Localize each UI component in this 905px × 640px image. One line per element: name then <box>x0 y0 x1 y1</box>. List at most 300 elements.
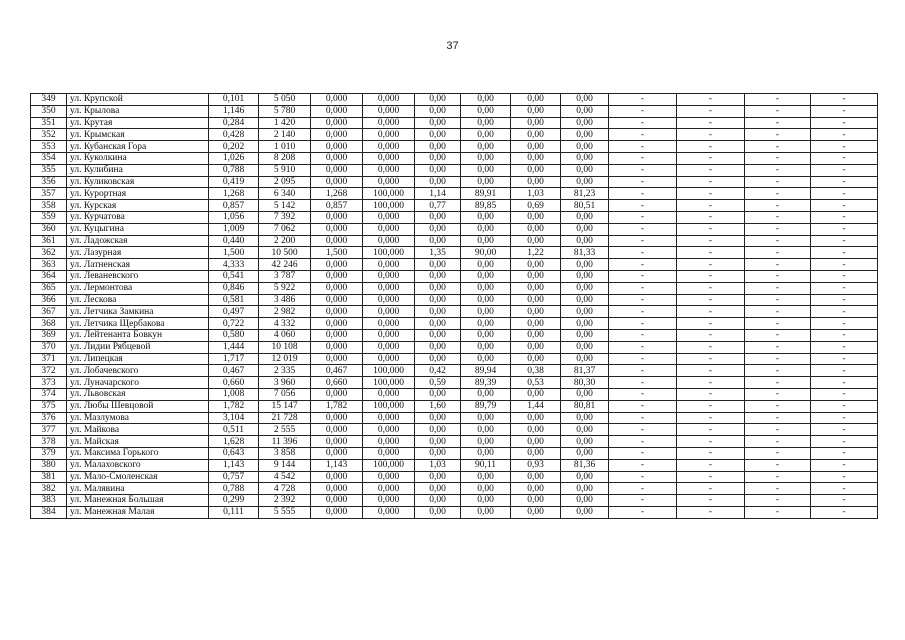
dash-cell: - <box>745 129 811 141</box>
value-cell: 0,00 <box>511 129 561 141</box>
dash-cell: - <box>811 447 878 459</box>
percent-cell: 0,000 <box>363 447 415 459</box>
length-cell: 4,333 <box>209 259 259 271</box>
percent-cell: 100,000 <box>363 200 415 212</box>
value-cell: 0,000 <box>311 471 363 483</box>
dash-cell: - <box>745 329 811 341</box>
value-cell: 0,00 <box>511 329 561 341</box>
dash-cell: - <box>677 105 745 117</box>
percent-cell: 100,000 <box>363 247 415 259</box>
dash-cell: - <box>677 117 745 129</box>
area-cell: 5 922 <box>259 282 311 294</box>
street-name-cell: ул. Леваневского <box>67 270 209 282</box>
value-cell: 0,00 <box>511 94 561 106</box>
street-name-cell: ул. Кулибина <box>67 164 209 176</box>
value-cell: 0,00 <box>415 270 461 282</box>
dash-cell: - <box>677 223 745 235</box>
dash-cell: - <box>745 495 811 507</box>
area-cell: 4 728 <box>259 483 311 495</box>
dash-cell: - <box>745 318 811 330</box>
value-cell: 0,00 <box>511 424 561 436</box>
percent-cell: 0,000 <box>363 176 415 188</box>
percent-cell: 0,00 <box>461 436 511 448</box>
percent-cell: 0,00 <box>461 341 511 353</box>
percent-cell: 0,00 <box>461 235 511 247</box>
value-cell: 0,38 <box>511 365 561 377</box>
street-name-cell: ул. Лазурная <box>67 247 209 259</box>
row-number-cell: 377 <box>31 424 67 436</box>
length-cell: 0,788 <box>209 164 259 176</box>
table-row <box>31 318 878 330</box>
dash-cell: - <box>745 306 811 318</box>
percent-cell: 0,00 <box>461 94 511 106</box>
percent-cell: 0,000 <box>363 259 415 271</box>
length-cell: 0,660 <box>209 377 259 389</box>
value-cell: 0,000 <box>311 495 363 507</box>
percent-cell: 0,00 <box>561 141 609 153</box>
area-cell: 5 555 <box>259 506 311 518</box>
percent-cell: 0,000 <box>363 129 415 141</box>
value-cell: 0,00 <box>511 259 561 271</box>
row-number-cell: 375 <box>31 400 67 412</box>
value-cell: 0,00 <box>511 483 561 495</box>
table-row <box>31 306 878 318</box>
dash-cell: - <box>677 424 745 436</box>
dash-cell: - <box>745 259 811 271</box>
percent-cell: 0,000 <box>363 294 415 306</box>
dash-cell: - <box>677 318 745 330</box>
dash-cell: - <box>745 483 811 495</box>
table-row <box>31 341 878 353</box>
area-cell: 7 392 <box>259 211 311 223</box>
area-cell: 3 486 <box>259 294 311 306</box>
dash-cell: - <box>677 152 745 164</box>
table-row <box>31 436 878 448</box>
street-name-cell: ул. Малаховского <box>67 459 209 471</box>
row-number-cell: 359 <box>31 211 67 223</box>
percent-cell: 0,00 <box>561 471 609 483</box>
value-cell: 0,00 <box>415 235 461 247</box>
dash-cell: - <box>811 483 878 495</box>
percent-cell: 0,00 <box>561 506 609 518</box>
percent-cell: 0,000 <box>363 495 415 507</box>
dash-cell: - <box>609 294 677 306</box>
length-cell: 1,146 <box>209 105 259 117</box>
dash-cell: - <box>745 436 811 448</box>
row-number-cell: 362 <box>31 247 67 259</box>
percent-cell: 100,000 <box>363 188 415 200</box>
row-number-cell: 383 <box>31 495 67 507</box>
dash-cell: - <box>745 412 811 424</box>
value-cell: 0,000 <box>311 282 363 294</box>
percent-cell: 0,000 <box>363 152 415 164</box>
dash-cell: - <box>609 164 677 176</box>
value-cell: 0,00 <box>415 176 461 188</box>
street-name-cell: ул. Любы Шевцовой <box>67 400 209 412</box>
percent-cell: 0,000 <box>363 235 415 247</box>
dash-cell: - <box>811 223 878 235</box>
table-row <box>31 117 878 129</box>
dash-cell: - <box>745 365 811 377</box>
length-cell: 0,541 <box>209 270 259 282</box>
value-cell: 1,500 <box>311 247 363 259</box>
table-row <box>31 447 878 459</box>
area-cell: 3 787 <box>259 270 311 282</box>
length-cell: 0,428 <box>209 129 259 141</box>
dash-cell: - <box>677 471 745 483</box>
percent-cell: 0,00 <box>461 152 511 164</box>
percent-cell: 0,00 <box>461 353 511 365</box>
dash-cell: - <box>745 200 811 212</box>
percent-cell: 80,51 <box>561 200 609 212</box>
value-cell: 0,00 <box>511 105 561 117</box>
percent-cell: 0,000 <box>363 164 415 176</box>
row-number-cell: 350 <box>31 105 67 117</box>
value-cell: 0,000 <box>311 436 363 448</box>
percent-cell: 0,00 <box>561 282 609 294</box>
percent-cell: 0,00 <box>561 436 609 448</box>
percent-cell: 0,00 <box>461 129 511 141</box>
table-row <box>31 400 878 412</box>
dash-cell: - <box>677 129 745 141</box>
area-cell: 2 982 <box>259 306 311 318</box>
percent-cell: 0,00 <box>561 388 609 400</box>
street-name-cell: ул. Крылова <box>67 105 209 117</box>
street-name-cell: ул. Манежная Большая <box>67 495 209 507</box>
value-cell: 0,00 <box>511 294 561 306</box>
value-cell: 0,000 <box>311 329 363 341</box>
value-cell: 0,000 <box>311 388 363 400</box>
length-cell: 1,268 <box>209 188 259 200</box>
area-cell: 42 246 <box>259 259 311 271</box>
percent-cell: 0,00 <box>461 105 511 117</box>
row-number-cell: 384 <box>31 506 67 518</box>
value-cell: 0,00 <box>511 471 561 483</box>
dash-cell: - <box>609 247 677 259</box>
value-cell: 0,660 <box>311 377 363 389</box>
value-cell: 1,782 <box>311 400 363 412</box>
dash-cell: - <box>609 483 677 495</box>
percent-cell: 0,00 <box>461 223 511 235</box>
row-number-cell: 364 <box>31 270 67 282</box>
value-cell: 0,000 <box>311 164 363 176</box>
percent-cell: 0,00 <box>561 424 609 436</box>
dash-cell: - <box>677 483 745 495</box>
dash-cell: - <box>811 341 878 353</box>
street-name-cell: ул. Лермонтова <box>67 282 209 294</box>
percent-cell: 0,00 <box>461 388 511 400</box>
percent-cell: 0,00 <box>461 176 511 188</box>
value-cell: 1,143 <box>311 459 363 471</box>
dash-cell: - <box>811 270 878 282</box>
percent-cell: 0,000 <box>363 353 415 365</box>
value-cell: 0,000 <box>311 270 363 282</box>
row-number-cell: 381 <box>31 471 67 483</box>
row-number-cell: 382 <box>31 483 67 495</box>
dash-cell: - <box>609 471 677 483</box>
percent-cell: 0,00 <box>461 424 511 436</box>
percent-cell: 0,00 <box>461 306 511 318</box>
percent-cell: 0,000 <box>363 471 415 483</box>
row-number-cell: 353 <box>31 141 67 153</box>
row-number-cell: 349 <box>31 94 67 106</box>
percent-cell: 0,00 <box>561 483 609 495</box>
dash-cell: - <box>811 506 878 518</box>
dash-cell: - <box>811 211 878 223</box>
dash-cell: - <box>677 329 745 341</box>
length-cell: 1,009 <box>209 223 259 235</box>
value-cell: 0,00 <box>511 412 561 424</box>
dash-cell: - <box>745 117 811 129</box>
row-number-cell: 367 <box>31 306 67 318</box>
dash-cell: - <box>677 495 745 507</box>
length-cell: 0,722 <box>209 318 259 330</box>
value-cell: 0,00 <box>511 176 561 188</box>
street-name-cell: ул. Ладожская <box>67 235 209 247</box>
value-cell: 0,000 <box>311 235 363 247</box>
dash-cell: - <box>745 188 811 200</box>
dash-cell: - <box>677 164 745 176</box>
dash-cell: - <box>609 270 677 282</box>
street-name-cell: ул. Крупской <box>67 94 209 106</box>
dash-cell: - <box>811 176 878 188</box>
dash-cell: - <box>677 459 745 471</box>
table-row <box>31 365 878 377</box>
value-cell: 0,467 <box>311 365 363 377</box>
dash-cell: - <box>811 377 878 389</box>
dash-cell: - <box>745 424 811 436</box>
table-row <box>31 152 878 164</box>
length-cell: 0,511 <box>209 424 259 436</box>
length-cell: 1,056 <box>209 211 259 223</box>
road-data-table <box>30 93 878 519</box>
area-cell: 2 200 <box>259 235 311 247</box>
area-cell: 4 332 <box>259 318 311 330</box>
percent-cell: 0,00 <box>561 447 609 459</box>
row-number-cell: 356 <box>31 176 67 188</box>
value-cell: 0,00 <box>415 436 461 448</box>
value-cell: 1,14 <box>415 188 461 200</box>
area-cell: 6 340 <box>259 188 311 200</box>
area-cell: 10 500 <box>259 247 311 259</box>
dash-cell: - <box>811 459 878 471</box>
dash-cell: - <box>745 270 811 282</box>
value-cell: 0,00 <box>511 341 561 353</box>
dash-cell: - <box>811 436 878 448</box>
percent-cell: 0,00 <box>561 152 609 164</box>
percent-cell: 89,94 <box>461 365 511 377</box>
percent-cell: 90,00 <box>461 247 511 259</box>
street-name-cell: ул. Крымская <box>67 129 209 141</box>
length-cell: 0,846 <box>209 282 259 294</box>
area-cell: 2 335 <box>259 365 311 377</box>
dash-cell: - <box>609 223 677 235</box>
percent-cell: 0,00 <box>561 176 609 188</box>
dash-cell: - <box>609 211 677 223</box>
percent-cell: 0,00 <box>461 282 511 294</box>
value-cell: 0,000 <box>311 105 363 117</box>
dash-cell: - <box>609 377 677 389</box>
area-cell: 4 060 <box>259 329 311 341</box>
percent-cell: 0,00 <box>561 353 609 365</box>
value-cell: 1,60 <box>415 400 461 412</box>
percent-cell: 0,000 <box>363 483 415 495</box>
table-row <box>31 270 878 282</box>
length-cell: 0,299 <box>209 495 259 507</box>
street-name-cell: ул. Манежная Малая <box>67 506 209 518</box>
street-name-cell: ул. Максима Горького <box>67 447 209 459</box>
dash-cell: - <box>745 94 811 106</box>
value-cell: 0,00 <box>415 353 461 365</box>
dash-cell: - <box>811 424 878 436</box>
percent-cell: 0,00 <box>461 211 511 223</box>
percent-cell: 0,00 <box>561 294 609 306</box>
length-cell: 0,467 <box>209 365 259 377</box>
percent-cell: 0,000 <box>363 282 415 294</box>
table-row <box>31 459 878 471</box>
row-number-cell: 352 <box>31 129 67 141</box>
area-cell: 5 142 <box>259 200 311 212</box>
value-cell: 0,000 <box>311 294 363 306</box>
percent-cell: 0,000 <box>363 436 415 448</box>
dash-cell: - <box>811 259 878 271</box>
percent-cell: 100,000 <box>363 459 415 471</box>
table-row <box>31 483 878 495</box>
dash-cell: - <box>609 365 677 377</box>
dash-cell: - <box>609 341 677 353</box>
percent-cell: 0,00 <box>561 495 609 507</box>
dash-cell: - <box>811 400 878 412</box>
value-cell: 0,000 <box>311 152 363 164</box>
value-cell: 0,00 <box>415 471 461 483</box>
percent-cell: 89,85 <box>461 200 511 212</box>
area-cell: 12 019 <box>259 353 311 365</box>
row-number-cell: 376 <box>31 412 67 424</box>
row-number-cell: 366 <box>31 294 67 306</box>
dash-cell: - <box>811 247 878 259</box>
value-cell: 0,00 <box>511 235 561 247</box>
dash-cell: - <box>677 436 745 448</box>
length-cell: 1,628 <box>209 436 259 448</box>
row-number-cell: 373 <box>31 377 67 389</box>
street-name-cell: ул. Латненская <box>67 259 209 271</box>
street-name-cell: ул. Курортная <box>67 188 209 200</box>
percent-cell: 0,000 <box>363 105 415 117</box>
dash-cell: - <box>609 400 677 412</box>
row-number-cell: 365 <box>31 282 67 294</box>
value-cell: 0,00 <box>415 447 461 459</box>
value-cell: 0,42 <box>415 365 461 377</box>
dash-cell: - <box>677 282 745 294</box>
percent-cell: 89,39 <box>461 377 511 389</box>
dash-cell: - <box>677 176 745 188</box>
dash-cell: - <box>609 412 677 424</box>
percent-cell: 0,00 <box>561 318 609 330</box>
length-cell: 3,104 <box>209 412 259 424</box>
percent-cell: 80,81 <box>561 400 609 412</box>
value-cell: 0,000 <box>311 412 363 424</box>
percent-cell: 0,00 <box>461 483 511 495</box>
percent-cell: 0,00 <box>461 294 511 306</box>
value-cell: 0,857 <box>311 200 363 212</box>
percent-cell: 0,000 <box>363 318 415 330</box>
area-cell: 5 780 <box>259 105 311 117</box>
percent-cell: 0,00 <box>461 259 511 271</box>
percent-cell: 0,00 <box>561 105 609 117</box>
street-name-cell: ул. Кубанская Гора <box>67 141 209 153</box>
value-cell: 0,00 <box>415 424 461 436</box>
value-cell: 0,00 <box>415 412 461 424</box>
dash-cell: - <box>609 105 677 117</box>
length-cell: 0,440 <box>209 235 259 247</box>
value-cell: 1,268 <box>311 188 363 200</box>
percent-cell: 0,000 <box>363 223 415 235</box>
dash-cell: - <box>609 506 677 518</box>
value-cell: 0,00 <box>415 495 461 507</box>
dash-cell: - <box>745 247 811 259</box>
street-name-cell: ул. Майская <box>67 436 209 448</box>
dash-cell: - <box>811 412 878 424</box>
dash-cell: - <box>609 176 677 188</box>
row-number-cell: 374 <box>31 388 67 400</box>
row-number-cell: 355 <box>31 164 67 176</box>
row-number-cell: 354 <box>31 152 67 164</box>
page-number: 37 <box>446 40 459 52</box>
area-cell: 5 910 <box>259 164 311 176</box>
dash-cell: - <box>745 105 811 117</box>
percent-cell: 100,000 <box>363 400 415 412</box>
value-cell: 0,00 <box>511 388 561 400</box>
value-cell: 0,00 <box>511 117 561 129</box>
table-row <box>31 94 878 106</box>
value-cell: 0,000 <box>311 259 363 271</box>
value-cell: 0,00 <box>511 223 561 235</box>
percent-cell: 0,00 <box>561 223 609 235</box>
percent-cell: 0,000 <box>363 424 415 436</box>
dash-cell: - <box>811 388 878 400</box>
dash-cell: - <box>745 282 811 294</box>
value-cell: 0,000 <box>311 318 363 330</box>
table-row <box>31 329 878 341</box>
dash-cell: - <box>609 424 677 436</box>
length-cell: 1,782 <box>209 400 259 412</box>
dash-cell: - <box>677 341 745 353</box>
length-cell: 0,757 <box>209 471 259 483</box>
table-row <box>31 141 878 153</box>
dash-cell: - <box>677 306 745 318</box>
percent-cell: 0,00 <box>461 506 511 518</box>
table-row <box>31 164 878 176</box>
table-row <box>31 353 878 365</box>
value-cell: 0,93 <box>511 459 561 471</box>
area-cell: 3 858 <box>259 447 311 459</box>
dash-cell: - <box>609 141 677 153</box>
dash-cell: - <box>745 152 811 164</box>
value-cell: 0,000 <box>311 141 363 153</box>
percent-cell: 89,91 <box>461 188 511 200</box>
table-row <box>31 412 878 424</box>
table-row <box>31 471 878 483</box>
percent-cell: 0,00 <box>461 447 511 459</box>
percent-cell: 0,00 <box>561 412 609 424</box>
value-cell: 0,69 <box>511 200 561 212</box>
street-name-cell: ул. Лобачевского <box>67 365 209 377</box>
street-name-cell: ул. Малявина <box>67 483 209 495</box>
percent-cell: 90,11 <box>461 459 511 471</box>
street-name-cell: ул. Куколкина <box>67 152 209 164</box>
dash-cell: - <box>745 341 811 353</box>
value-cell: 0,00 <box>415 105 461 117</box>
